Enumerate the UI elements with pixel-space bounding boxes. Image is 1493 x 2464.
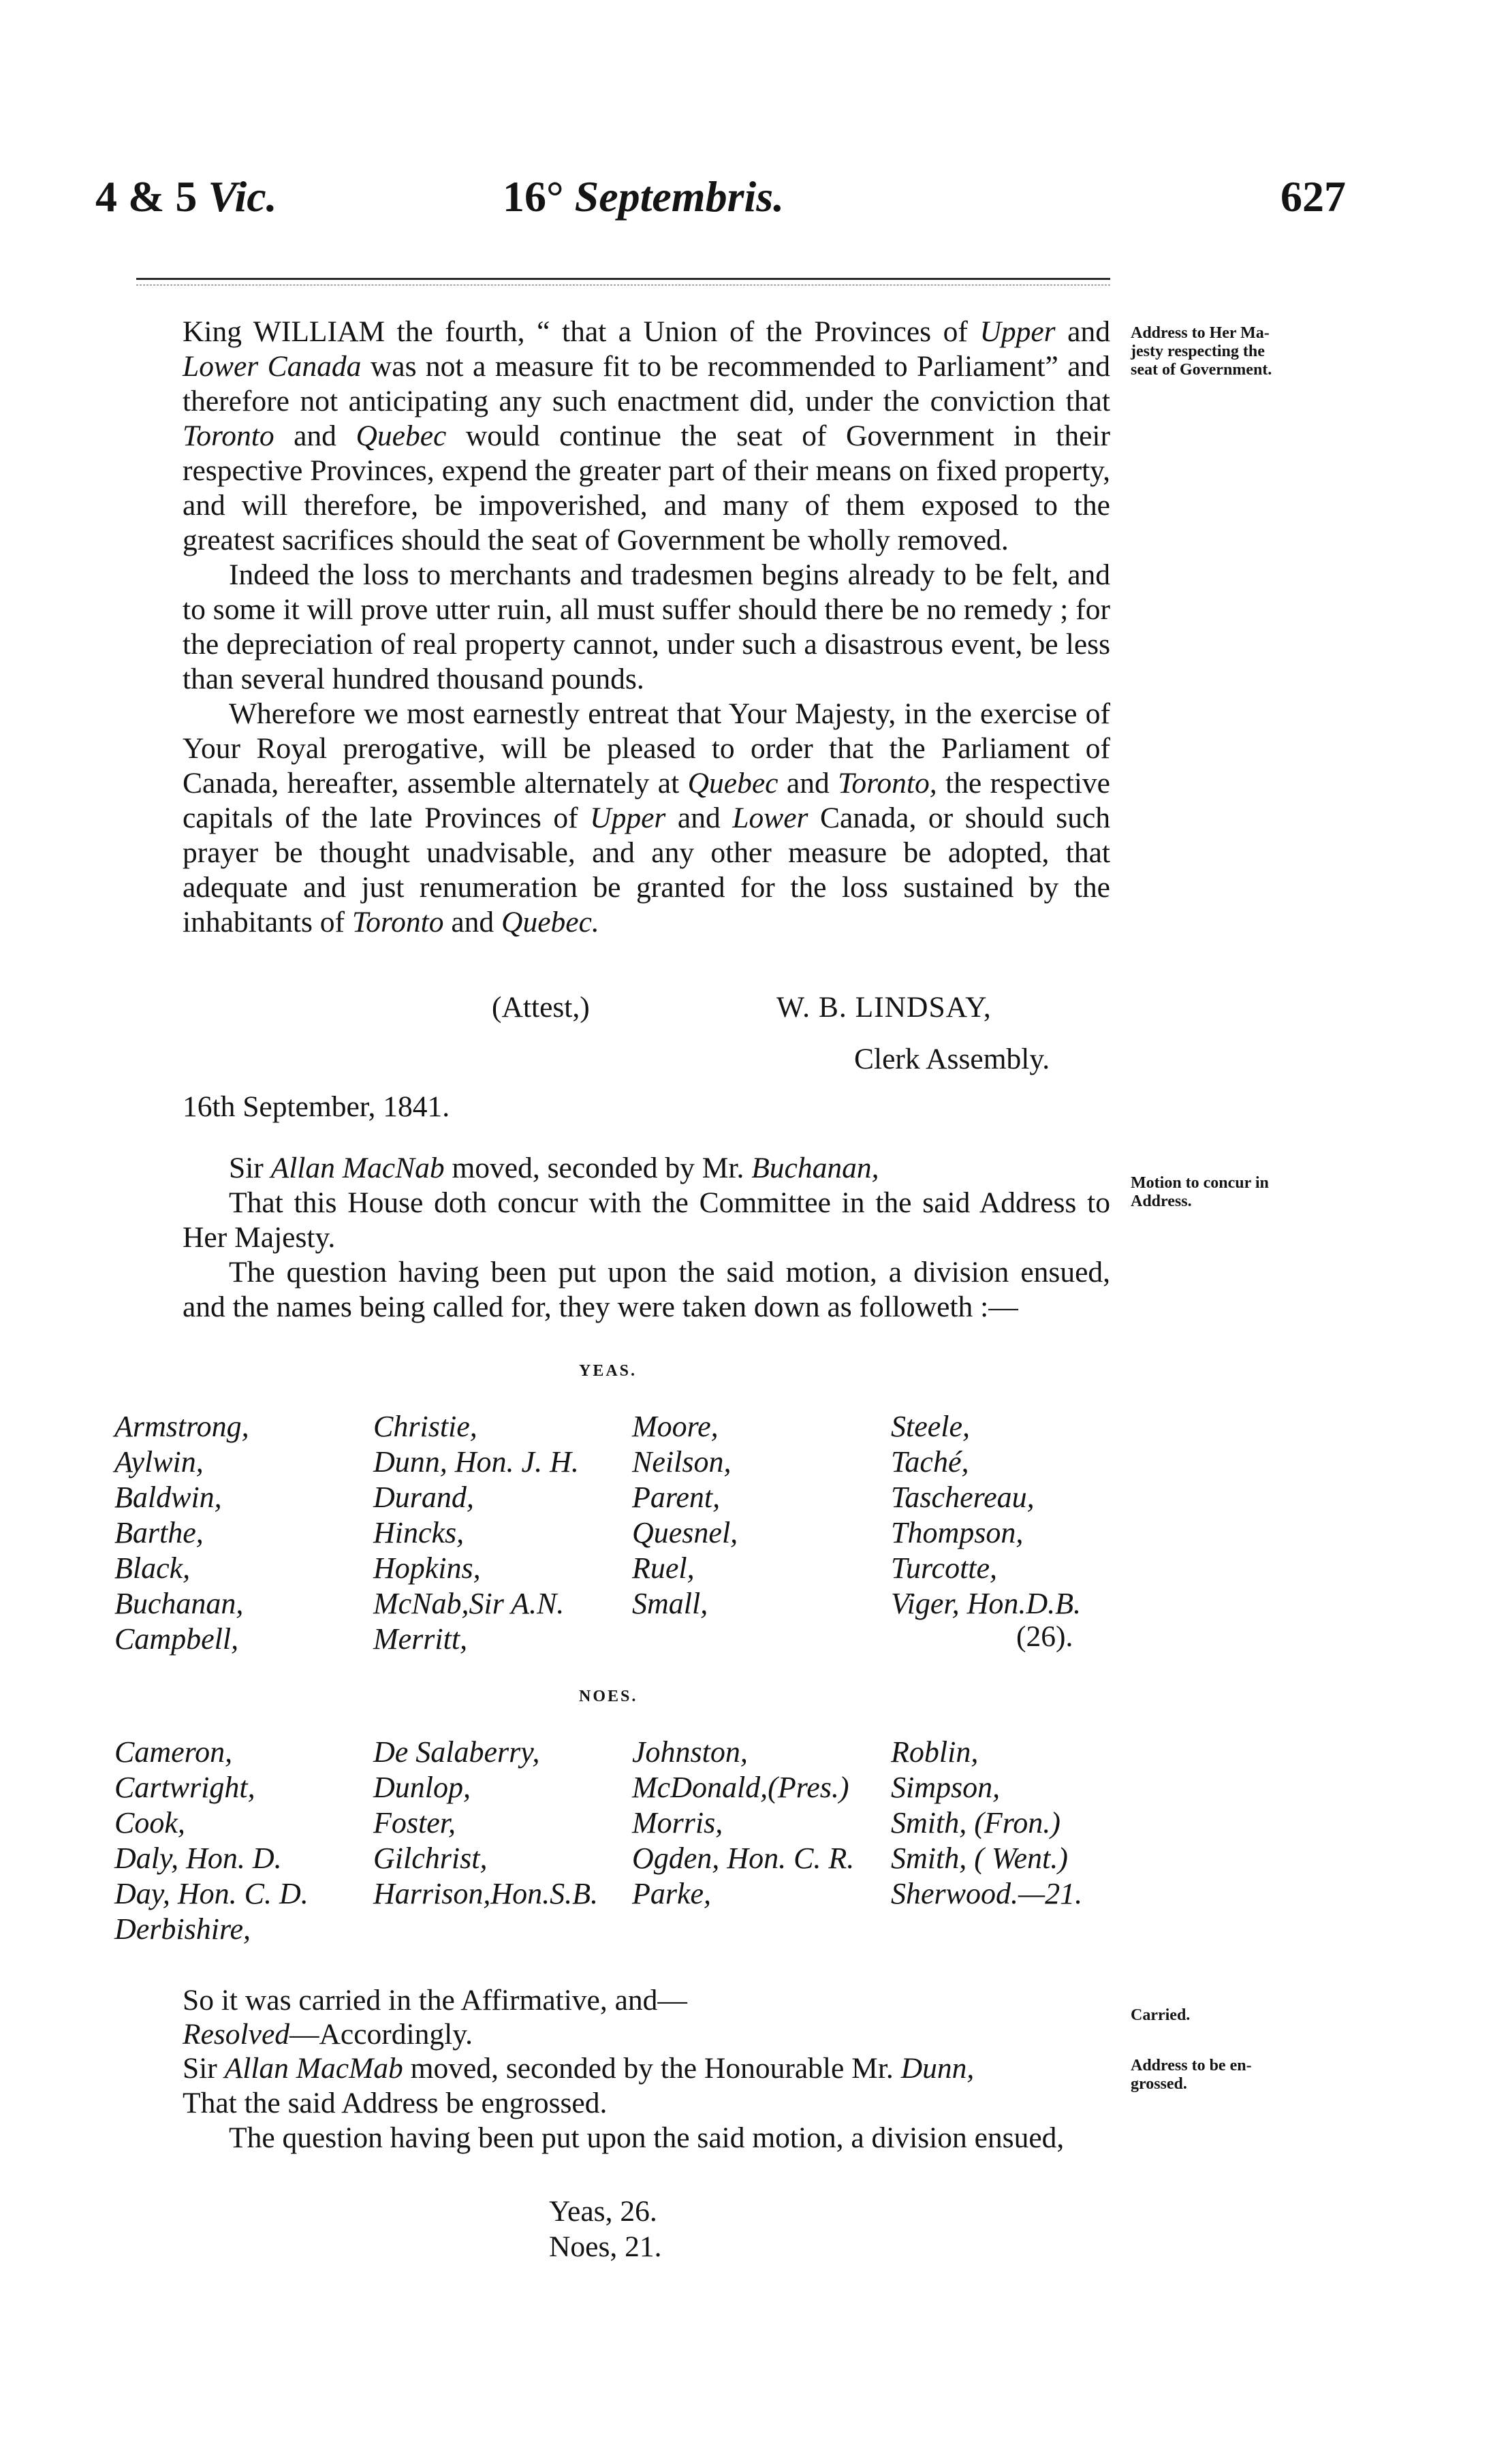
motion-engrossed: Sir Allan MacMab moved, seconded by the Honourable Mr. Dunn, That the said Address be engrossed. The question having been put upon the said motion, a division ensued, <box>183 2052 1065 2154</box>
yeas-member-name: Parent, <box>632 1481 721 1514</box>
margin-note-engrossed: Address to be en- grossed. <box>1131 2057 1252 2093</box>
yeas-member-name: Thompson, <box>891 1516 1024 1549</box>
date-line: 16th September, 1841. <box>183 1090 450 1123</box>
address-text <box>183 315 1110 940</box>
noes-member-name: Derbishire, <box>114 1912 251 1946</box>
yeas-member-name: Turcotte, <box>891 1551 998 1585</box>
yeas-member-name: Armstrong, <box>114 1410 249 1443</box>
yeas-member-name: Neilson, <box>632 1445 732 1479</box>
attest: (Attest,) <box>492 991 590 1024</box>
noes-member-name: Cook, <box>114 1806 185 1839</box>
yeas-member-name: Baldwin, <box>114 1481 222 1514</box>
noes-member-name: De Salaberry, <box>373 1735 540 1769</box>
yeas-heading: YEAS. <box>579 1362 638 1380</box>
noes-member-name: Dunlop, <box>373 1771 471 1804</box>
noes-member-name: Johnston, <box>632 1735 748 1769</box>
noes-member-name: Morris, <box>632 1806 723 1839</box>
header-session: 4 & 5 Vic. <box>95 172 277 221</box>
signer-name: W. B. LINDSAY, <box>776 991 992 1024</box>
yeas-member-name: Barthe, <box>114 1516 204 1549</box>
yeas-member-name: Quesnel, <box>632 1516 738 1549</box>
yeas-member-name: Viger, Hon.D.B. <box>891 1587 1082 1620</box>
noes-heading: NOES. <box>579 1688 638 1705</box>
result-line: So it was carried in the Affirmative, and— <box>183 1984 687 2017</box>
yeas-member-name: Hopkins, <box>373 1551 481 1585</box>
noes-member-name: Simpson, <box>891 1771 1001 1804</box>
yeas-member-name: Christie, <box>373 1410 477 1443</box>
yeas-member-name: Buchanan, <box>114 1587 244 1620</box>
yeas-member-name: Aylwin, <box>114 1445 204 1479</box>
paragraph-loss: Indeed the loss to merchants and tradesmen begins already to be felt, and to some it will prove utter ruin, all must suffer should there be no remedy ; for the depreciation of real property cannot, under such a disastrous event, be less than several hundred thousand pounds. <box>183 558 1110 695</box>
division-yeas: Yeas, 26. <box>549 2195 657 2228</box>
yeas-member-name: McNab,Sir A.N. <box>373 1587 565 1620</box>
noes-member-name: Sherwood.—21. <box>891 1877 1083 1910</box>
margin-note-carried: Carried. <box>1131 2006 1191 2024</box>
noes-member-name: Cartwright, <box>114 1771 255 1804</box>
noes-member-name: Ogden, Hon. C. R. <box>632 1842 855 1875</box>
noes-member-name: Gilchrist, <box>373 1842 488 1875</box>
noes-member-name: Foster, <box>373 1806 456 1839</box>
noes-member-name: Day, Hon. C. D. <box>114 1877 309 1910</box>
page-number: 627 <box>1280 172 1346 221</box>
motion-concur: Sir Allan MacNab moved, seconded by Mr. Buchanan, That this House doth concur with the Committee in the said Address to Her Majesty. The question having been put upon the said motion, a division ensued, and the names being called for, they were taken down as followeth :— <box>183 1152 1110 1323</box>
margin-note-address-seat: Address to Her Ma- jesty respecting the seat of Government. <box>1131 324 1272 379</box>
noes-member-name: Roblin, <box>891 1735 979 1769</box>
noes-member-name: Cameron, <box>114 1735 233 1769</box>
resolved-line: Resolved—Accordingly. <box>183 2018 473 2051</box>
noes-member-name: Smith, (Fron.) <box>891 1806 1060 1839</box>
header-rule <box>136 278 1110 280</box>
margin-note-motion-concur: Motion to concur in Address. <box>1131 1174 1269 1210</box>
yeas-member-name: Ruel, <box>632 1551 695 1585</box>
yeas-member-name: Taschereau, <box>891 1481 1035 1514</box>
yeas-member-name: Moore, <box>632 1410 719 1443</box>
division-noes: Noes, 21. <box>549 2230 662 2263</box>
yeas-member-name: Taché, <box>891 1445 969 1479</box>
signer-title: Clerk Assembly. <box>854 1043 1050 1075</box>
yeas-member-name: Black, <box>114 1551 191 1585</box>
yeas-member-name: Merritt, <box>373 1622 468 1656</box>
noes-member-name: McDonald,(Pres.) <box>632 1771 849 1804</box>
noes-member-name: Parke, <box>632 1877 712 1910</box>
yeas-member-name: Campbell, <box>114 1622 239 1656</box>
yeas-total: (26). <box>1016 1620 1073 1653</box>
yeas-member-name: Dunn, Hon. J. H. <box>373 1445 579 1479</box>
noes-member-name: Daly, Hon. D. <box>114 1842 282 1875</box>
noes-member-name: Harrison,Hon.S.B. <box>373 1877 599 1910</box>
paragraph-entreat: Wherefore we most earnestly entreat that Your Majesty, in the exercise of Your Royal prerogative, will be pleased to order that the Parliament of Canada, hereafter, assemble alternately at Quebec and Toronto, the respective capitals of the late Provinces of Upper and Lower Canada, or should such prayer be thought unadvisable, and any other measure be adopted, that adequate and just renumeration be granted for the loss sustained by the inhabitants of Toronto and Quebec. <box>183 697 1110 938</box>
yeas-member-name: Hincks, <box>373 1516 465 1549</box>
yeas-member-name: Small, <box>632 1587 708 1620</box>
yeas-member-name: Durand, <box>373 1481 474 1514</box>
yeas-member-name: Steele, <box>891 1410 971 1443</box>
header-date: 16° Septembris. <box>503 172 785 221</box>
noes-member-name: Smith, ( Went.) <box>891 1842 1068 1875</box>
paragraph-union: King WILLIAM the fourth, “ that a Union of the Provinces of Upper and Lower Canada was not a measure fit to be recommended to Parliament” and therefore not anticipating any such enactment did, under the conviction that Toronto and Quebec would continue the seat of Government in their respective Provinces, expend the greater part of their means on fixed property, and will therefore, be impoverished, and many of them exposed to the greatest sacrifices should the seat of Government be wholly removed. <box>183 315 1111 556</box>
